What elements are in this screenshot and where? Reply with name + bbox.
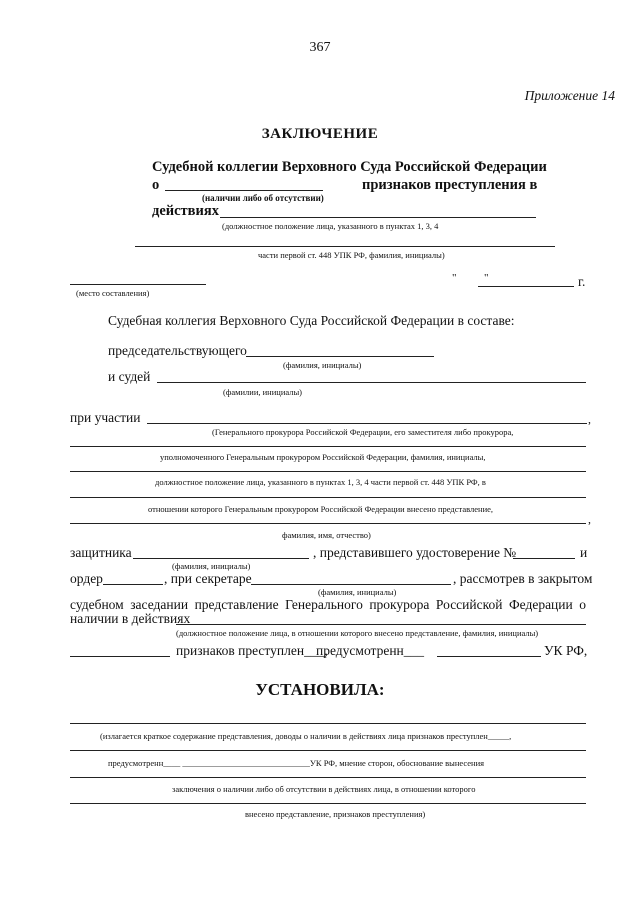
place-caption: (место составления) (76, 288, 150, 298)
about-suffix: признаков преступления в (362, 177, 538, 193)
certificate-number-line (513, 558, 575, 559)
document-title: ЗАКЛЮЧЕНИЕ (261, 126, 379, 142)
participation-field-line (147, 423, 587, 424)
date-field-line (478, 286, 574, 287)
position-caption-1: (должностное положение лица, указанного в пунктах 1, 3, 4 (222, 221, 439, 231)
subtitle-line: Судебной коллегии Верховного Суда Российской Федерации (152, 159, 547, 175)
defender-field-line (133, 558, 309, 559)
secretary-label: , при секретаре (164, 571, 252, 586)
place-field-line (70, 284, 206, 285)
judges-caption: (фамилии, инициалы) (223, 387, 303, 397)
judges-field-line (157, 382, 586, 383)
uk-rf-label: УК РФ, (544, 643, 588, 658)
prosecutor-caption-3: должностное положение лица, указанного в пунктах 1, 3, 4 части первой ст. 448 УПК РФ, в (155, 477, 486, 487)
order-label: ордер (70, 571, 103, 586)
summary-caption-4: внесено представление, признаков преступления) (245, 809, 426, 819)
summary-field-line-2 (70, 750, 586, 751)
participation-field-line-3 (70, 471, 586, 472)
defender-certificate: , представившего удостоверение № (313, 545, 517, 560)
participation-field-line-2 (70, 446, 586, 447)
prosecutor-caption-4: отношении которого Генеральным прокурором Российской Федерации внесено представление, (148, 504, 494, 514)
fio-caption: фамилия, имя, отчество) (282, 530, 371, 540)
code-article-line (437, 656, 541, 657)
actions-label: действиях (152, 203, 219, 219)
defender-caption: (фамилия, инициалы) (172, 561, 251, 571)
participation-field-line-5 (70, 523, 586, 524)
page-number: 367 (309, 40, 331, 55)
participation-field-line-4 (70, 497, 586, 498)
summary-field-line-4 (70, 803, 586, 804)
about-prefix: о (152, 177, 160, 193)
presence-field-line (165, 190, 323, 191)
chair-label: председательствующего (108, 343, 247, 358)
actions-field-line-2 (135, 246, 555, 247)
chair-caption: (фамилия, инициалы) (283, 360, 362, 370)
session-line: судебном заседании представление Генерального прокурора Российской Федерации о (70, 597, 586, 612)
summary-caption-2: предусмотренн____ ______________________________УК РФ, мнение сторон, обоснование вынесения (108, 758, 485, 768)
defender-and: и (580, 545, 588, 560)
summary-field-line (70, 723, 586, 724)
presence-actions-line (176, 624, 586, 625)
participation-comma: , (588, 412, 591, 426)
summary-caption-1: (излагается краткое содержание представления, доводы о наличии в действиях лица признаков преступлен_____, (100, 731, 512, 741)
secretary-caption: (фамилия, инициалы) (318, 587, 397, 597)
participation-label: при участии (70, 410, 141, 425)
presence-short-line (70, 656, 170, 657)
secretary-field-line (251, 584, 451, 585)
position-caption-3: (должностное положение лица, в отношении которого внесено представление, фамилия, инициалы) (176, 628, 539, 638)
date-quote-close: " (484, 272, 489, 284)
year-suffix: г. (578, 274, 586, 289)
appendix-label: Приложение 14 (524, 88, 615, 103)
prosecutor-caption-2: уполномоченного Генеральным прокурором Российской Федерации, фамилия, инициалы, (160, 452, 486, 462)
actions-field-line (220, 217, 536, 218)
summary-caption-3: заключения о наличии либо об отсутствии в действиях лица, в отношении которого (172, 784, 476, 794)
presence-in-actions: наличии в действиях (70, 611, 191, 626)
composition-line: Судебная коллегия Верховного Суда Российской Федерации в составе: (108, 313, 515, 328)
established-heading: УСТАНОВИЛА: (255, 680, 385, 699)
judges-label: и судей (108, 369, 151, 384)
participation-comma-2: , (588, 512, 591, 526)
presence-caption: (наличии либо об отсутствии) (202, 193, 324, 203)
defender-label: защитника (70, 545, 132, 560)
signs-crime-label: признаков преступлен___, (176, 643, 328, 658)
summary-field-line-3 (70, 777, 586, 778)
position-caption-2: части первой ст. 448 УПК РФ, фамилия, инициалы) (258, 250, 445, 260)
closed-review-label: , рассмотрев в закрытом (453, 571, 593, 586)
provided-label: предусмотренн___ (316, 643, 425, 658)
chair-field-line (246, 356, 434, 357)
date-quote-open: " (452, 272, 457, 284)
prosecutor-caption-1: (Генерального прокурора Российской Федерации, его заместителя либо прокурора, (212, 427, 514, 437)
order-field-line (103, 584, 163, 585)
